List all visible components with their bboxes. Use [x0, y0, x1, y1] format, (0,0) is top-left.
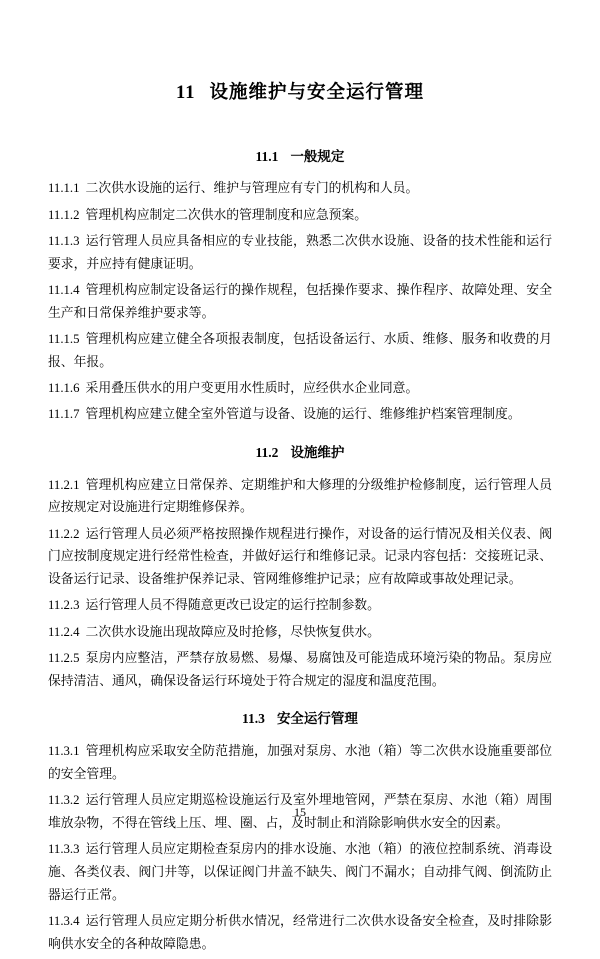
paragraph-number: 11.2.2 — [48, 526, 80, 541]
chapter-title-text: 设施维护与安全运行管理 — [209, 83, 424, 103]
section-title-11-1 — [48, 146, 552, 168]
paragraph-text: 管理机构应采取安全防范措施，加强对泵房、水池（箱）等二次供水设施重要部位的安全管理。 — [48, 744, 552, 781]
paragraph-text: 二次供水设施出现故障应及时抢修，尽快恢复供水。 — [85, 624, 380, 639]
paragraph — [48, 230, 552, 276]
paragraph — [48, 647, 552, 693]
section-title-text-11-3: 安全运行管理 — [276, 711, 358, 727]
paragraph — [48, 740, 552, 786]
paragraph-text: 管理机构应建立日常保养、定期维护和大修理的分级维护检修制度，运行管理人员应按规定对设施进行定期维修保养。 — [48, 477, 552, 515]
paragraph — [48, 838, 552, 906]
document-body — [48, 130, 552, 959]
paragraph — [48, 621, 552, 644]
paragraph-text: 运行管理人员应定期分析供水情况，经常进行二次供水设备安全检查，及时排除影响供水安全的各种故障隐患。 — [48, 913, 552, 951]
chapter-title — [48, 80, 552, 108]
paragraph-text: 运行管理人员应定期巡检设施运行及室外埋地管网，严禁在泵房、水池（箱）周围堆放杂物，不得在管线上压、埋、圈、占，及时制止和消除影响供水安全的因素。 — [48, 793, 552, 830]
section-number-11-1: 11.1 — [255, 148, 279, 164]
paragraph — [48, 910, 552, 956]
paragraph — [48, 377, 552, 400]
paragraph — [48, 594, 552, 617]
section-title-11-3 — [48, 708, 552, 730]
paragraph-text: 运行管理人员应具备相应的专业技能，熟悉二次供水设施、设备的技术性能和运行要求，并应持有健康证明。 — [48, 233, 552, 271]
paragraph-number: 11.1.1 — [48, 181, 80, 196]
paragraph-number: 11.2.4 — [48, 624, 80, 639]
section-title-text-11-2: 设施维护 — [290, 445, 345, 460]
paragraph-text: 运行管理人员应定期检查泵房内的排水设施、水池（箱）的液位控制系统、消毒设施、各类仪表、阀门井等，以保证阀门井盖不缺失、阀门不漏水；自动排气阀、倒流防止器运行正常。 — [48, 842, 552, 902]
paragraph-number: 11.3.1 — [48, 744, 80, 759]
paragraph-text: 管理机构应制定设备运行的操作规程，包括操作要求、操作程序、故障处理、安全生产和日常保养维护要求等。 — [48, 282, 552, 320]
paragraph-text: 运行管理人员不得随意更改已设定的运行控制参数。 — [85, 598, 380, 613]
section-number-11-2: 11.2 — [255, 445, 279, 460]
paragraph-number: 11.2.3 — [48, 598, 80, 613]
paragraph-number: 11.3.4 — [48, 913, 80, 928]
paragraph-text: 管理机构应制定二次供水的管理制度和应急预案。 — [85, 207, 368, 222]
paragraph-number: 11.1.4 — [48, 282, 80, 297]
paragraph-text: 管理机构应建立健全各项报表制度，包括设备运行、水质、维修、服务和收费的月报、年报。 — [48, 331, 552, 369]
paragraph-text: 管理机构应建立健全室外管道与设备、设施的运行、维修维护档案管理制度。 — [85, 407, 521, 422]
paragraph — [48, 403, 552, 426]
paragraph-number: 11.1.7 — [48, 407, 80, 422]
section-title-11-2 — [48, 442, 552, 464]
paragraph-number: 11.2.5 — [48, 650, 80, 665]
paragraph-number: 11.1.5 — [48, 331, 80, 346]
paragraph-number: 11.3.2 — [48, 793, 80, 808]
paragraph-number: 11.1.6 — [48, 380, 80, 395]
paragraph-text: 运行管理人员必须严格按照操作规程进行操作，对设备的运行情况及相关仪表、阀门应按制度规定进行经常性检查，并做好运行和维修记录。记录内容包括：交接班记录、设备运行记录、设备维护保养记录、管网维修维护记录；应有故障或事故处理记录。 — [48, 526, 552, 587]
paragraph-text: 采用叠压供水的用户变更用水性质时，应经供水企业同意。 — [85, 380, 419, 395]
paragraph — [48, 328, 552, 374]
paragraph-text: 泵房内应整洁，严禁存放易燃、易爆、易腐蚀及可能造成环境污染的物品。泵房应保持清洁、通风，确保设备运行环境处于符合规定的湿度和温度范围。 — [48, 650, 552, 688]
section-title-text-11-1: 一般规定 — [290, 148, 345, 164]
page-number: 15 — [294, 805, 306, 819]
paragraph-number: 11.3.3 — [48, 842, 80, 857]
paragraph — [48, 523, 552, 591]
paragraph — [48, 177, 552, 200]
section-number-11-3: 11.3 — [242, 711, 265, 727]
paragraph — [48, 474, 552, 520]
paragraph — [48, 279, 552, 325]
paragraph-number: 11.1.2 — [48, 207, 80, 222]
paragraph — [48, 204, 552, 227]
chapter-number: 11 — [176, 83, 196, 103]
paragraph-number: 11.1.3 — [48, 233, 80, 248]
paragraph-text: 二次供水设施的运行、维护与管理应有专门的机构和人员。 — [85, 181, 419, 196]
paragraph-number: 11.2.1 — [48, 477, 80, 492]
